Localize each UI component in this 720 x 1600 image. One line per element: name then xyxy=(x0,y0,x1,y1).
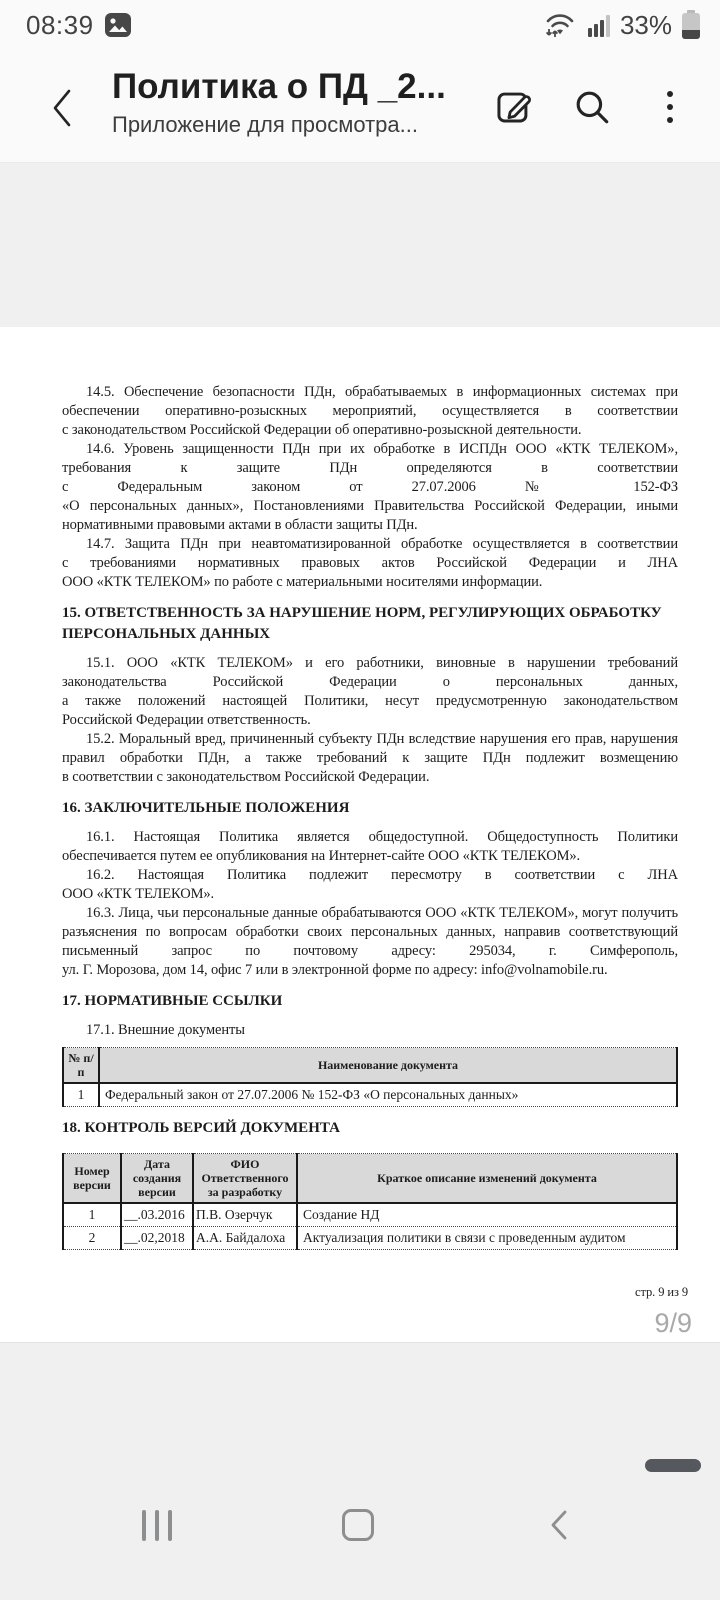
doc-line: в соответствии с законодательством Российской Федерации. xyxy=(62,769,430,785)
table-header-cell: ФИО Ответственного за разработку xyxy=(193,1154,297,1204)
doc-line: 16.1. Настоящая Политика является общедоступной. Общедоступность Политики xyxy=(86,829,678,845)
document-title: Политика о ПД _2... xyxy=(112,67,446,106)
doc-line: 17.1. Внешние документы xyxy=(86,1022,245,1038)
doc-line: 16.3. Лица, чьи персональные данные обрабатываются ООО «КТК ТЕЛЕКОМ», могут получить xyxy=(86,905,678,921)
table-header-cell: Краткое описание изменений документа xyxy=(297,1154,677,1204)
doc-line: стр. 9 из 9 xyxy=(635,1285,688,1299)
nav-recents-button[interactable] xyxy=(117,1485,197,1565)
doc-line: ПЕРСОНАЛЬНЫХ ДАННЫХ xyxy=(62,626,271,642)
doc-line: 14.5. Обеспечение безопасности ПДн, обрабатываемых в информационных системах при xyxy=(86,384,678,400)
doc-line: с требованиями нормативных правовых актов Российской Федерации и ЛНА xyxy=(62,555,678,571)
table-cell: 1 xyxy=(63,1203,121,1227)
table-cell: 2 xyxy=(63,1227,121,1250)
document-page xyxy=(0,327,720,1343)
table-cell: А.А. Байдалоха xyxy=(193,1227,297,1250)
search-button[interactable] xyxy=(570,85,614,129)
doc-line: 14.7. Защита ПДн при неавтоматизированной обработке осуществляется в соответствии xyxy=(86,536,678,552)
nav-home-button[interactable] xyxy=(318,1485,398,1565)
doc-line: ООО «КТК ТЕЛЕКОМ». xyxy=(62,886,215,902)
doc-para xyxy=(62,535,678,592)
doc-para xyxy=(62,383,678,440)
doc-footer xyxy=(635,1283,688,1302)
doc-line: а также положений настоящей Политики, несут предусмотренную законодательством xyxy=(62,693,678,709)
page-indicator: 9/9 xyxy=(654,1308,692,1338)
doc-para xyxy=(62,828,678,866)
table-row xyxy=(63,1227,677,1250)
doc-para xyxy=(62,730,678,787)
edit-button[interactable] xyxy=(492,85,536,129)
doc-line: законодательства Российской Федерации о персональных данных, xyxy=(62,674,678,690)
doc-line: с законодательством Российской Федерации об оперативно-розыскной деятельности. xyxy=(62,422,582,438)
doc-line: 15. ОТВЕТСТВЕННОСТЬ ЗА НАРУШЕНИЕ НОРМ, РЕГУЛИРУЮЩИХ ОБРАБОТКУ xyxy=(62,605,662,621)
doc-line: правил обработки ПДн, а также требований к защите ПДн подлежит возмещению xyxy=(62,750,678,766)
table-cell: П.В. Озерчук xyxy=(193,1203,297,1227)
signal-strength-icon xyxy=(588,14,610,37)
overflow-menu-button[interactable] xyxy=(648,85,692,129)
table-header-cell: Номер версии xyxy=(63,1154,121,1204)
table-cell: Федеральный закон от 27.07.2006 № 152-ФЗ «О персональных данных» xyxy=(99,1083,677,1107)
menu-dots-icon xyxy=(657,91,683,123)
doc-line: письменный запрос по почтовому адресу: 295034, г. Симферополь, xyxy=(62,943,678,959)
doc-line: нормативными правовыми актами в области защиты ПДн. xyxy=(62,517,418,533)
doc-para xyxy=(62,904,678,980)
doc-line: разъяснения по вопросам обработки своих персональных данных, направив соответствующий xyxy=(62,924,678,940)
doc-table-versions xyxy=(62,1153,678,1250)
doc-line: ул. Г. Морозова, дом 14, офис 7 или в электронной форме по адресу: info@volnamobile.ru. xyxy=(62,962,608,978)
home-icon xyxy=(342,1509,374,1541)
status-bar xyxy=(0,0,720,50)
table-cell: __.02,2018 xyxy=(121,1227,193,1250)
nav-back-button[interactable] xyxy=(519,1485,599,1565)
doc-line: обеспечении оперативно-розыскных мероприятий, осуществляется в соответствии xyxy=(62,403,678,419)
doc-heading xyxy=(62,1118,678,1139)
doc-line: 15.2. Моральный вред, причиненный субъекту ПДн вследствие нарушения его прав, нарушения xyxy=(86,731,678,747)
doc-table-external_docs xyxy=(62,1047,678,1107)
clock: 08:39 xyxy=(26,9,94,40)
table-cell: 1 xyxy=(63,1083,99,1107)
doc-line: 15.1. ООО «КТК ТЕЛЕКОМ» и его работники, виновные в нарушении требований xyxy=(86,655,678,671)
doc-line: Российской Федерации ответственность. xyxy=(62,712,311,728)
wifi-icon xyxy=(540,10,578,40)
doc-line: 16.2. Настоящая Политика подлежит пересмотру в соответствии с ЛНА xyxy=(86,867,678,883)
battery-percent: 33% xyxy=(619,9,672,40)
gallery-notification-icon xyxy=(104,12,132,38)
table-row xyxy=(63,1083,677,1107)
battery-icon xyxy=(682,10,700,41)
table-row xyxy=(63,1203,677,1227)
doc-para xyxy=(62,440,678,535)
recents-icon xyxy=(142,1510,172,1541)
scrollbar-handle[interactable] xyxy=(645,1459,701,1472)
table-header-row xyxy=(63,1048,677,1084)
back-button[interactable] xyxy=(40,86,84,130)
table-cell: Создание НД xyxy=(297,1203,677,1227)
table-header-cell: Дата создания версии xyxy=(121,1154,193,1204)
table-header-cell: Наименование документа xyxy=(99,1048,677,1084)
doc-para xyxy=(62,866,678,904)
doc-line: 18. КОНТРОЛЬ ВЕРСИЙ ДОКУМЕНТА xyxy=(62,1120,340,1136)
doc-line: с Федеральным законом от 27.07.2006 № 152-ФЗ xyxy=(62,479,678,495)
table-cell: Актуализация политики в связи с проведенным аудитом xyxy=(297,1227,677,1250)
doc-line: 17. НОРМАТИВНЫЕ ССЫЛКИ xyxy=(62,993,283,1009)
doc-line: 16. ЗАКЛЮЧИТЕЛЬНЫЕ ПОЛОЖЕНИЯ xyxy=(62,800,350,816)
document-subtitle: Приложение для просмотра... xyxy=(112,112,418,137)
navigation-bar xyxy=(0,1485,720,1600)
document-content xyxy=(62,383,688,1299)
doc-para xyxy=(62,654,678,730)
doc-line: 14.6. Уровень защищенности ПДн при их обработке в ИСПДн ООО «КТК ТЕЛЕКОМ», xyxy=(86,441,678,457)
table-header-row xyxy=(63,1154,677,1204)
doc-heading xyxy=(62,603,678,645)
doc-heading xyxy=(62,798,678,819)
nav-back-icon xyxy=(549,1509,569,1541)
doc-heading xyxy=(62,991,678,1012)
doc-line: ООО «КТК ТЕЛЕКОМ» по работе с материальными носителями информации. xyxy=(62,574,543,590)
table-cell: __.03.2016 xyxy=(121,1203,193,1227)
doc-line: требования к защите ПДн определяются в соответствии xyxy=(62,460,678,476)
doc-line: «О персональных данных», Постановлениями Правительства Российской Федерации, иными xyxy=(62,498,678,514)
doc-line: обеспечивается путем ее опубликования на Интернет-сайте ООО «КТК ТЕЛЕКОМ». xyxy=(62,848,581,864)
doc-subpara xyxy=(62,1021,678,1040)
app-header xyxy=(0,50,720,163)
table-header-cell: № п/п xyxy=(63,1048,99,1084)
